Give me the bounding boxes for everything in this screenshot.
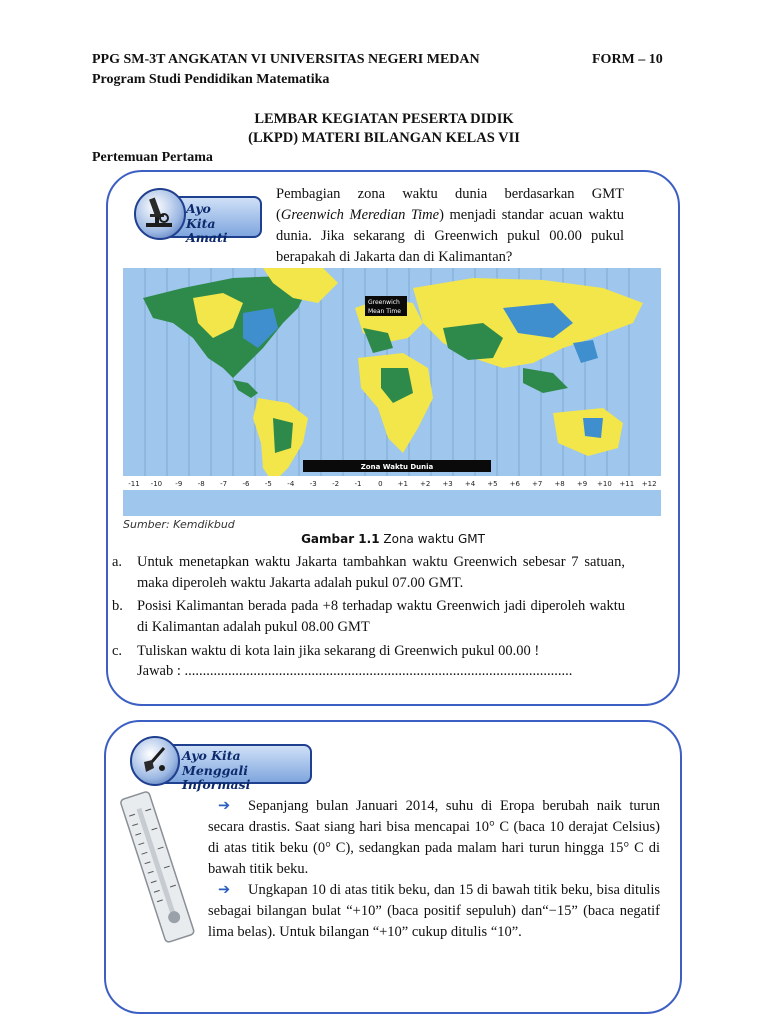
zone-label: -6 bbox=[242, 480, 250, 488]
right-arrow-icon: ➔ bbox=[218, 882, 231, 898]
zone-label: +6 bbox=[509, 480, 520, 488]
zone-label: -5 bbox=[264, 480, 272, 488]
zone-label: +7 bbox=[532, 480, 543, 488]
zone-label: +12 bbox=[641, 480, 657, 488]
zone-label: +3 bbox=[442, 480, 453, 488]
map-legend-line1: Greenwich bbox=[368, 299, 400, 306]
zone-label: -7 bbox=[220, 480, 228, 488]
paragraph-integers: ➔ Ungkapan 10 di atas titik beku, dan 15 di bawah titik beku, bisa ditulis sebagai bilangan bulat “+10” (baca positif sepuluh) dan“−15” (baca negatif lima belas). Untuk bilangan “+10” cukup ditulis “10”. bbox=[208, 882, 660, 940]
zone-label: +2 bbox=[420, 480, 431, 488]
meeting-heading: Pertemuan Pertama bbox=[92, 150, 213, 165]
ayo-kita-amati-badge bbox=[130, 182, 270, 245]
zone-label: +1 bbox=[397, 480, 408, 488]
zone-label: 0 bbox=[378, 480, 383, 488]
zone-label: +4 bbox=[464, 480, 476, 488]
header-form-number: FORM – 10 bbox=[592, 52, 663, 67]
answer-line[interactable]: Jawab : ........................................................................................................... bbox=[137, 663, 573, 679]
intro-paragraph: Pembagian zona waktu dunia berdasarkan GMT (Greenwich Meredian Time) menjadi standar acuan waktu dunia. Jika sekarang di Greenwich pukul 00.00 pukul berapakah di Jakarta dan di Kalimantan? bbox=[276, 186, 624, 265]
map-legend-line2: Mean Time bbox=[368, 308, 401, 315]
zone-label: -2 bbox=[332, 480, 340, 488]
zone-label: -10 bbox=[150, 480, 163, 488]
zone-label: -3 bbox=[309, 480, 317, 488]
zone-label: +5 bbox=[487, 480, 498, 488]
document-subtitle: (LKPD) MATERI BILANGAN KELAS VII bbox=[248, 130, 520, 146]
map-title-bar: Zona Waktu Dunia bbox=[360, 463, 434, 471]
ayo-kita-menggali-badge bbox=[126, 732, 316, 792]
zone-label: -8 bbox=[197, 480, 205, 488]
map-source: Sumber: Kemdikbud bbox=[123, 518, 235, 531]
information-section bbox=[104, 720, 682, 1014]
zone-label: -1 bbox=[354, 480, 362, 488]
thermometer-icon bbox=[112, 786, 202, 946]
microscope-icon bbox=[142, 194, 176, 230]
document-title: LEMBAR KEGIATAN PESERTA DIDIK bbox=[254, 111, 514, 127]
zone-label: -9 bbox=[175, 480, 183, 488]
badge2-line2: Menggali Informasi bbox=[182, 763, 251, 792]
header-program: Program Studi Pendidikan Matematika bbox=[92, 72, 330, 87]
observe-section: Ayo Kita Amati Pembagian zona waktu dunia berdasarkan GMT (Greenwich Meredian Time) menjadi standar acuan waktu dunia. Jika sekarang di Greenwich pukul 00.00 pukul berapakah di Jakarta dan di Kalimantan? Greenwich Mean Time Zona Waktu Dunia -11 -10 -9 -8 -7 -6 -5 -4 -3 -2 -1 0 +1 +2 +3 +4 +5 +6 +7 +8 +9 +10 +11 +12 Sumber: Kemdikbud Gambar 1.1 Zona waktu GMT a. Untuk menetapkan waktu Jakarta tambahkan waktu Greenwich sebesar 7 satuan, maka diperoleh waktu Jakarta adalah pukul 07.00 GMT. b. Posisi Kalimantan berada pada +8 terhadap waktu Greenwich jadi diperoleh waktu di Kalimantan adalah pukul 08.00 GMT c. Tuliskan waktu di kota lain jika sekarang di Greenwich pukul 00.00 ! Jawab : ........................................................................................................... bbox=[106, 170, 680, 706]
figure-caption: Gambar 1.1 Zona waktu GMT bbox=[301, 532, 485, 546]
paragraph-temperature: ➔ Sepanjang bulan Januari 2014, suhu di Eropa berubah naik turun secara drastis. Saat siang hari bisa mencapai 10° C (baca 10 derajat Celsius) di atas titik beku (0° C), sedangkan pada malam hari turun hingga 15° C di bawah titik beku. bbox=[208, 798, 660, 877]
zone-label: +11 bbox=[619, 480, 635, 488]
zone-label: -11 bbox=[128, 480, 140, 488]
shovel-icon bbox=[138, 744, 170, 776]
zone-label: +10 bbox=[597, 480, 612, 488]
zone-label: -4 bbox=[287, 480, 295, 488]
badge-line2: Kita Amati bbox=[186, 216, 228, 245]
right-arrow-icon: ➔ bbox=[218, 798, 231, 814]
badge-line1: Ayo bbox=[186, 201, 211, 216]
badge2-line1: Ayo Kita bbox=[182, 748, 241, 763]
zone-label: +9 bbox=[576, 480, 588, 488]
world-time-zone-map bbox=[123, 268, 661, 516]
zone-label: +8 bbox=[554, 480, 565, 488]
header-institution: PPG SM-3T ANGKATAN VI UNIVERSITAS NEGERI MEDAN bbox=[92, 52, 480, 67]
